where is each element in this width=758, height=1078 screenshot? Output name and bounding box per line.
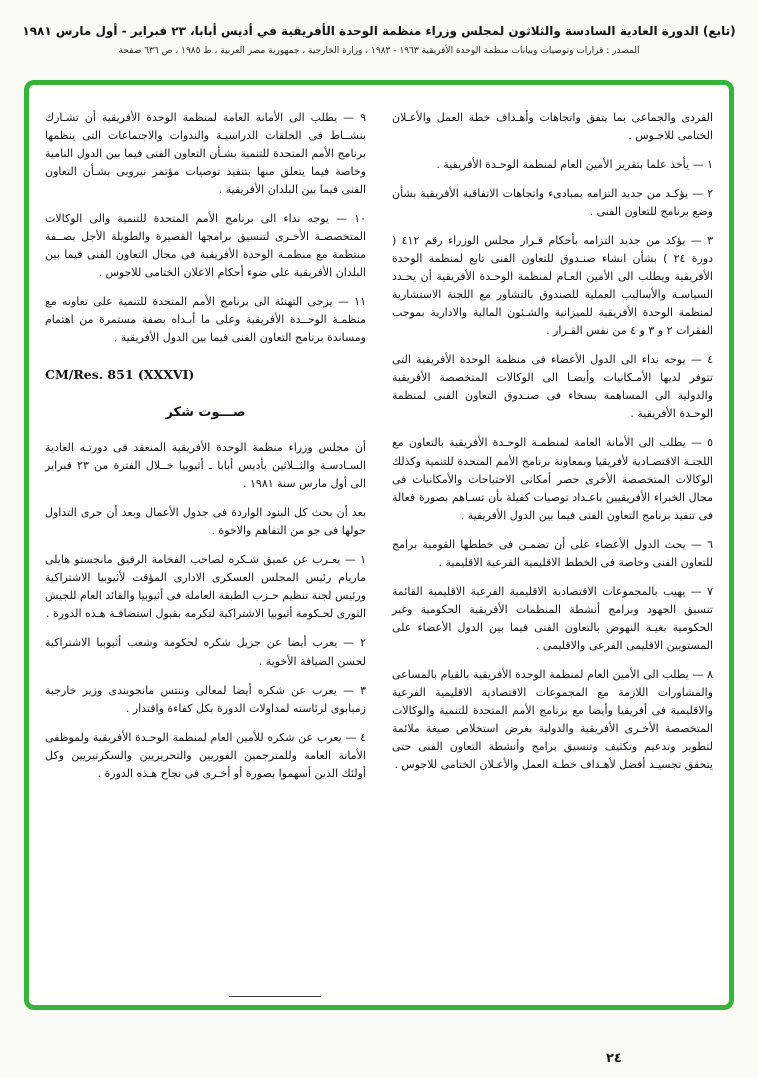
paragraph-item-2: ٢ — يؤكـد من جديد التزامه بمبادىء واتجاهات الاتفاقية الأفريقية بشأن وضع برنامج للتعاون الفنى . <box>392 187 713 219</box>
paragraph-item-8: ٨ — يطلب الى الأمين العام لمنظمة الوحدة الأفريقية بالقيام بالمساعى والمشاورات اللازمة مع المجموعات الاقتصادية الاقليمية الفرعية والاقليمية فى أفريقيا وأيضا مع برنامج الأمم المتحدة للتنمية والوكالات المتخصصة الأخـرى الأفريقية والدولية بغرض استخلاص صيغة ملائمة لتطوير وتدعيم وتكثيف وتنسيق برامج وأنشطة التعاون الفنى حتى يتحقق تجسيـد أفضل لأهـداف خطـة العمل والأعـلان الختامى للاجوس . <box>392 667 713 771</box>
paragraph-item-10: ١٠ — يوجه نداء الى برنامج الأمم المتحدة للتنمية والى الوكالات المتخصصـة الأخـرى لتنسيق برامجها القصيرة والطويلة الأجل بصــفة منتظمة مع منظمـة الوحدة الأفريقية فى مجال التعاون الفنى فيما بين البلدان الأفريقية على ضوء أحكام الاعلان الختامى للاجوس . <box>45 212 366 280</box>
document-header <box>0 0 758 64</box>
paragraph-preamble-2: بعد أن بحث كل البنود الواردة فى جدول الأعمال وبعد أن جرى التداول حولها فى جو من التفاهم والاخوة . <box>45 506 366 538</box>
paragraph-item-5: ٥ — يطلب الى الأمانة العامة لمنظمـة الوحـدة الأفريقية بالتعاون مع اللجنـة الاقتصـادية لأفريقيا وبمعاونة برنامج الأمم المتحدة للتنمية وكذلك الوكالات المتخصصة الأخرى حصر أمكانى الاحتياجات والأمكانيات فى مجال الخبراء الأفريقيين باعـداد توصيات كفيلة بأن تسـاهم بصورة فعالة فى تنفيذ برنامج التعاون الفنى فيما بين الدول الأفريقية . <box>392 436 713 522</box>
section-title: صـــوت شكر <box>165 404 246 420</box>
header-session-title: (تابع) الدورة العادية السادسة والثلاثون لمجلس وزراء منظمة الوحدة الأفريقية في أديس أبابا، ٢٣ فبراير - أول مارس ١٩٨١ <box>22 24 736 38</box>
paragraph-preamble-1: أن مجلس وزراء منظمة الوحدة الأفريقية المنعقد فى دورتـه العادية السـادسـة والثــلاثين بأديس أبابا ـ أثيوبيا خــلال الفترة من ٢٣ فبراير الى أول مارس سنة ١٩٨١ . <box>45 441 366 491</box>
paragraph-thanks-3: ٣ — يعرب عن شكره أيضا لمعالى وننتس مانجويندى وزير خارجية زمبابوى لرئاسته لمداولات الدورة بكل كفاءة واقتدار . <box>45 683 366 715</box>
paragraph-item-9: ٩ — يطلب الى الأمانة العامة لمنظمة الوحدة الأفريقية أن تشـارك بنشــاط فى الحلقات الدراسيـة والندوات والاجتماعات التى ينظمها برنامج الأمم المتحدة للتنمية بشـأن التعاون الفنى فيما بين الدول النامية وخاصة فيما يتعلق منها بتنفيذ توصيات مؤتمر نيروبى بشـأن التعاون الفنى فيما بين البلدان الأفريقية . <box>45 111 366 197</box>
paragraph-thanks-2: ٢ — يعرب أيضا عن جزيل شكره لحكومة وشعب أثيوبيا الاشتراكية لحسن الضيافة الأخوية . <box>45 636 366 668</box>
two-column-layout <box>45 109 713 971</box>
left-column <box>45 109 366 971</box>
paragraph-item-3: ٣ — يؤكد من جديد التزامه بأحكام قـرار مجلس الوزراء رقم ٤١٢ ( دورة ٢٤ ) بشأن انشاء صنـدوق للتعاون الفنى تابع لمنظمة الوحدة الأفريقية ويطلب الى الأمين العـام لمنظمة الوحـدة الأفريقية أن يحـدد السياسـة والأساليب العملية للصندوق بالتشاور مع اللجنة الاستشارية لمنظمة الوحدة الأفريقية للميزانية والشـئون المالية والادارية بموجب الفقرات ٢ و ٣ و ٤ من نفس القـرار . <box>392 234 713 338</box>
paragraph-item-4: ٤ — يوجه نداء الى الدول الأعضاء فى منظمة الوحدة الأفريقية التى تتوفر لديها الأمـكانيات وأيضـا الى الوكالات المتخصصة الأفريقية والدولية الى المساهمة بسخاء فى صنـدوق التعاون الفنى لمنظمة الوحـدة الأفريقية . <box>392 353 713 421</box>
right-column <box>392 109 713 971</box>
header-source-line: المصدر : قرارات وتوصيات وبيانات منظمة الوحدة الأفريقية ١٩٦٣ - ١٩٨٣ ، وزارة الخارجية ، جمهورية مصر العربية ، ط ١٩٨٥ ، ص ٦٣٦ صفحة <box>118 46 640 56</box>
page-number: ٢٤ <box>606 1051 622 1066</box>
paragraph-item-7: ٧ — يهيب بالمجموعات الاقتصادية الاقليمية الفرعية الاقليمية القائمة تنسيق الجهود وبرامج أنشطة المنظمات الأفريقية الحكومية وغير الحكومية بغيـة النهوض بالتعاون الفنى فيما بين الدول الأعضاء على المستويين الاقليمى الفرعى والاقليمى . <box>392 584 713 652</box>
paragraph-thanks-1: ١ — يعـرب عن عميق شـكره لصاحب الفخامة الرفيق مانجستو هايلى ماريام رئيس المجلس العسكرى الادارى المؤقت لأثيوبيا الاشتراكية ورئيس لجنة تنظيم حـزب الطبقة العاملة فى أثيوبيا والقائد العام للجيش الثورى لحـكومة أثيوبيا الاشتراكية لتكرمه بقبول استضافـة هـذه الدورة . <box>45 553 366 621</box>
paragraph-item-11: ١١ — يزجى التهنئة الى برنامج الأمم المتحدة للتنمية على تعاونه مع منظمـة الوحــدة الأفريقية وعلى ما أبـداه بصفة مستمرة من اهتمام ومساندة برنامج التعاون الفنى فيما بين الدول الأفريقية . <box>45 295 366 345</box>
paragraph-thanks-4: ٤ — يعرب عن شكره للأمين العام لمنظمة الوحـدة الأفريقية ولموظفى الأمانة العامة وللمترجمين الفوريين والتحريريين والسكرتيريين وكل أولئك الذين أسهموا بصورة أو أخـرى فى نجاح هـذه الدورة . <box>45 730 366 780</box>
footnote-rule <box>229 996 321 997</box>
content-frame <box>24 80 734 1010</box>
paragraph-item-1: ١ — يأخذ علما بتقرير الأمين العام لمنظمة الوحـدة الأفريقية . <box>436 158 713 172</box>
resolution-reference: CM/Res. 851 (XXXVI) <box>45 367 195 383</box>
paragraph-continuation: الفردى والجماعى بما يتفق واتجاهات وأهـداف خطة العمل والأعـلان الختامى للاجـوس . <box>392 111 713 143</box>
paragraph-item-6: ٦ — يحث الدول الأعضاء على أن تضمـن فى خططها القومية برامج للتعاون الفنى وخاصة فى الخطط الاقليمية الفرعية الاقليمية . <box>392 537 713 569</box>
